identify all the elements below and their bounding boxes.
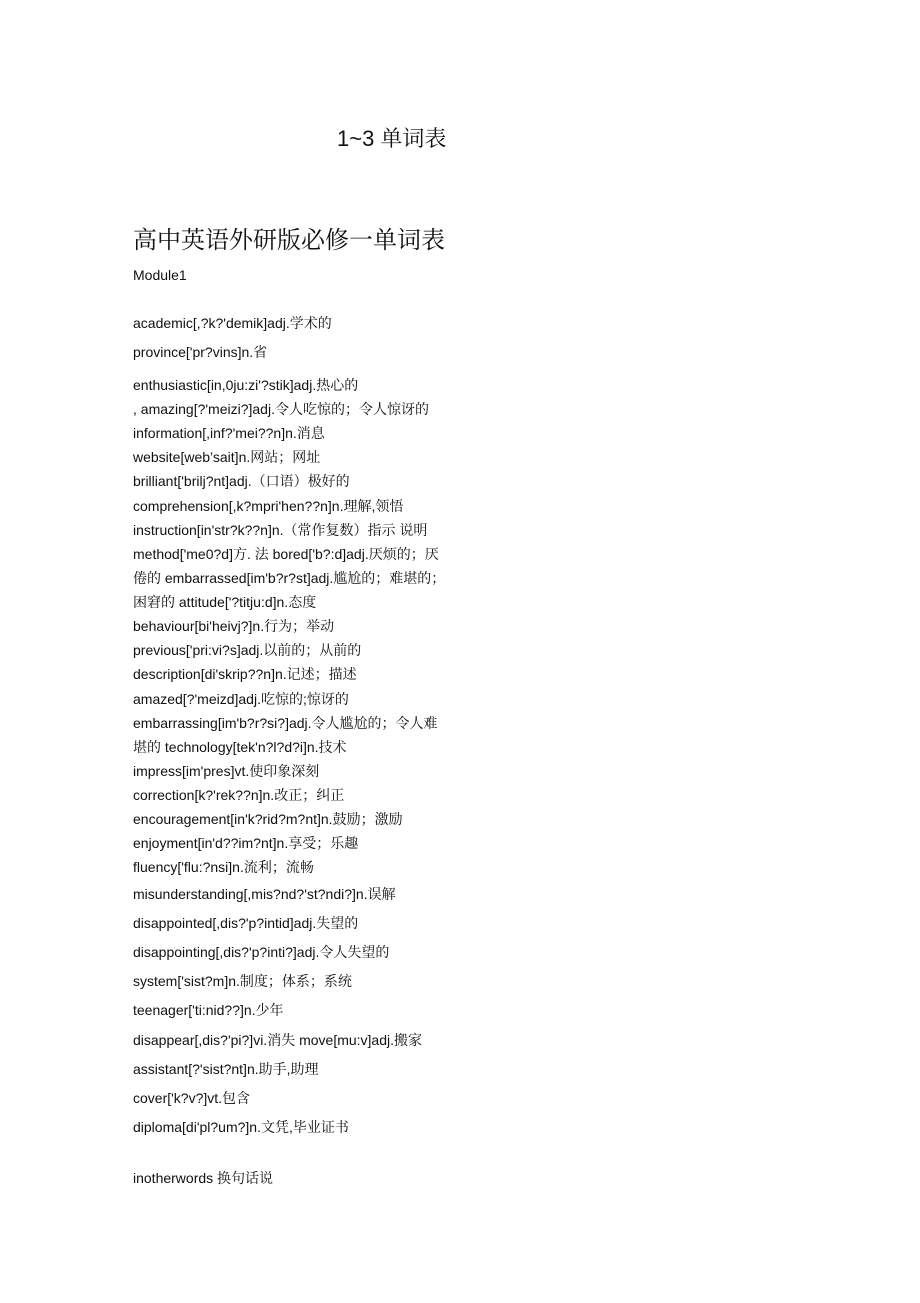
vocab-line-19: impress[im'pres]vt.使印象深刻	[133, 763, 320, 779]
vocab-line-6: website[web’sait]n.网站；网址	[133, 449, 321, 465]
vocab-line-17: embarrassing[im'b?r?si?]adj.令人尴尬的；令人难	[133, 715, 438, 731]
vocab-line-28: teenager['ti:nid??]n.少年	[133, 1002, 284, 1018]
vocab-line-9: instruction[in'str?k??n]n.（常作复数）指示 说明	[133, 522, 428, 538]
vocab-line-2: province['pr?vins]n.省	[133, 344, 268, 360]
vocab-line-16: amazed[?'meizd]adj.吃惊的;惊讶的	[133, 691, 349, 707]
module-label: Module1	[133, 267, 187, 283]
vocab-line-23: fluency['flu:?nsi]n.流利；流畅	[133, 859, 314, 875]
vocab-line-25: disappointed[,dis?'p?intid]adj.失望的	[133, 915, 359, 931]
vocab-line-1: academic[,?k?'demik]adj.学术的	[133, 315, 332, 331]
vocab-line-8: comprehension[,k?mpri'hen??n]n.理解,领悟	[133, 498, 404, 514]
vocab-line-22: enjoyment[in'd??im?nt]n.享受；乐趣	[133, 835, 359, 851]
page-heading: 1~3 单词表	[337, 126, 447, 151]
vocab-line-15: description[di'skrip??n]n.记述；描述	[133, 666, 357, 682]
vocab-line-5: information[,inf?'mei??n]n.消息	[133, 425, 325, 441]
vocab-line-11: 倦的 embarrassed[im'b?r?st]adj.尴尬的；难堪的；	[133, 570, 446, 586]
vocab-line-3: enthusiastic[in,0ju:zi'?stik]adj.热心的	[133, 377, 359, 393]
vocab-line-10: method['me0?d]方. 法 bored['b?:d]adj.厌烦的；厌	[133, 546, 439, 562]
vocab-line-24: misunderstanding[,mis?nd?'st?ndi?]n.误解	[133, 886, 396, 902]
vocab-line-30: assistant[?'sist?nt]n.助手,助理	[133, 1061, 319, 1077]
vocab-line-18: 堪的 technology[tek'n?l?d?i]n.技术	[133, 739, 347, 755]
vocab-line-12: 困窘的 attitude['?titju:d]n.态度	[133, 594, 317, 610]
vocab-line-27: system['sist?m]n.制度；体系；系统	[133, 973, 352, 989]
vocab-line-4: , amazing[?'meizi?]adj.令人吃惊的；令人惊讶的	[133, 401, 429, 417]
vocab-line-20: correction[k?'rek??n]n.改正；纠正	[133, 787, 345, 803]
vocab-line-14: previous['pri:vi?s]adj.以前的；从前的	[133, 642, 362, 658]
vocab-line-21: encouragement[in'k?rid?m?nt]n.鼓励；激励	[133, 811, 403, 827]
vocab-line-33: inotherwords 换句话说	[133, 1170, 274, 1186]
vocab-line-7: brilliant['brilj?nt]adj.（口语）极好的	[133, 473, 350, 489]
vocab-line-29: disappear[,dis?'pi?]vi.消失 move[mu:v]adj.搬家	[133, 1032, 423, 1048]
document-title: 高中英语外研版必修一单词表	[133, 226, 445, 254]
vocab-line-32: diploma[di'pl?um?]n.文凭,毕业证书	[133, 1119, 349, 1135]
vocab-line-31: cover['k?v?]vt.包含	[133, 1090, 251, 1106]
vocab-line-26: disappointing[,dis?'p?inti?]adj.令人失望的	[133, 944, 390, 960]
vocab-line-13: behaviour[bi'heivj?]n.行为；举动	[133, 618, 335, 634]
